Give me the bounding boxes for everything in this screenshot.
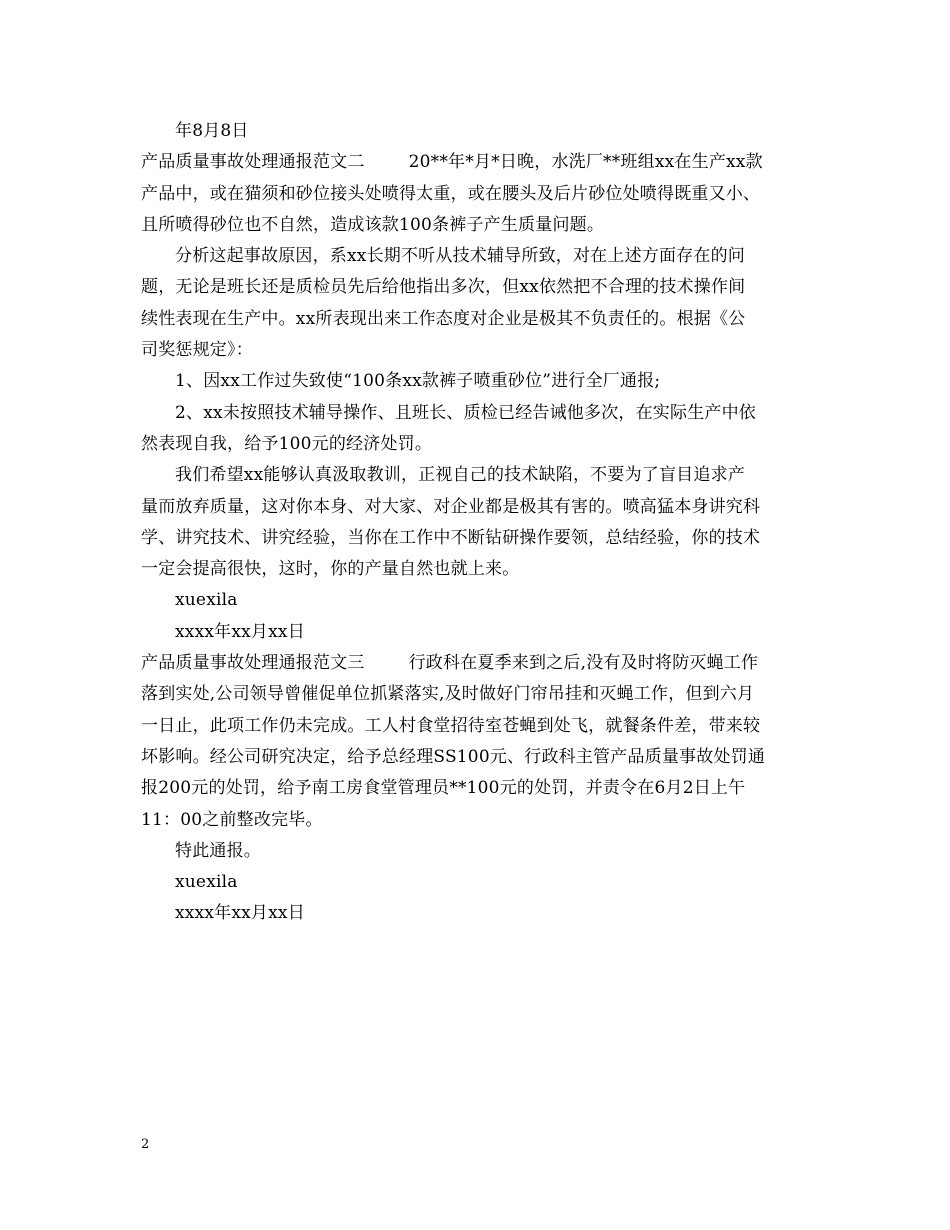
body-line: 一日止，此项工作仍未完成。工人村食堂招待室苍蝇到处飞，就餐条件差，带来较	[141, 715, 761, 736]
body-line: 题，无论是班长还是质检员先后给他指出多次，但xx依然把不合理的技术操作间	[141, 277, 746, 298]
body-line: 司奖惩规定》：	[141, 340, 253, 361]
page-number: 2	[141, 1137, 150, 1152]
body-line: 产品中，或在猫须和砂位接头处喷得太重，或在腰头及后片砂位处喷得既重又小、	[141, 183, 761, 204]
signature-date-line: xxxx年xx月xx日	[175, 621, 305, 642]
body-line: 11：00之前整改完毕。	[141, 809, 323, 830]
body-line: 报200元的处罚，给予南工房食堂管理员**100元的处罚，并责令在6月2日上午	[141, 778, 746, 799]
list-item-2: 2、xx未按照技术辅导操作、且班长、质检已经告诫他多次，在实际生产中依	[175, 402, 756, 423]
list-item-1: 1、因xx工作过失致使“100条xx款裤子喷重砂位”进行全厂通报;	[175, 371, 661, 392]
body-line: 一定会提高很快，这时，你的产量自然也就上来。	[141, 559, 520, 580]
section-three-intro: 行政科在夏季来到之后,没有及时将防灭蝇工作	[408, 653, 759, 674]
section-three-title: 产品质量事故处理通报范文三	[141, 653, 365, 674]
closing-line: 特此通报。	[175, 840, 261, 861]
body-line: 坏影响。经公司研究决定，给予总经理SS100元、行政科主管产品质量事故处罚通	[141, 746, 766, 767]
body-line: 我们希望xx能够认真汲取教训，正视自己的技术缺陷，不要为了盲目追求产	[175, 465, 745, 486]
signature-line: xuexila	[175, 590, 238, 611]
signature-line: xuexila	[175, 872, 238, 893]
date-line: 年8月8日	[175, 121, 249, 141]
section-three-heading-line	[141, 648, 813, 679]
body-line: 量而放弃质量，这对你本身、对大家、对企业都是极其有害的。喷高猛本身讲究科	[141, 496, 761, 517]
body-line: 然表现自我，给予100元的经济处罚。	[141, 433, 433, 454]
document-body	[141, 116, 813, 930]
signature-date-line: xxxx年xx月xx日	[175, 903, 305, 924]
body-line: 学、讲究技术、讲究经验，当你在工作中不断钻研操作要领，总结经验，你的技术	[141, 527, 761, 548]
body-line: 落到实处,公司领导曾催促单位抓紧落实,及时做好门帘吊挂和灭蝇工作，但到六月	[141, 684, 755, 705]
section-two-heading-line	[141, 147, 813, 178]
body-line: 且所喷得砂位也不自然，造成该款100条裤子产生质量问题。	[141, 214, 605, 235]
body-line: 续性表现在生产中。xx所表现出来工作态度对企业是极其不负责任的。根据《公	[141, 308, 746, 329]
section-two-title: 产品质量事故处理通报范文二	[141, 152, 365, 173]
section-two-intro: 20**年*月*日晚，水洗厂**班组xx在生产xx款	[408, 152, 763, 173]
body-line: 分析这起事故原因，系xx长期不听从技术辅导所致，对在上述方面存在的问	[175, 246, 745, 267]
